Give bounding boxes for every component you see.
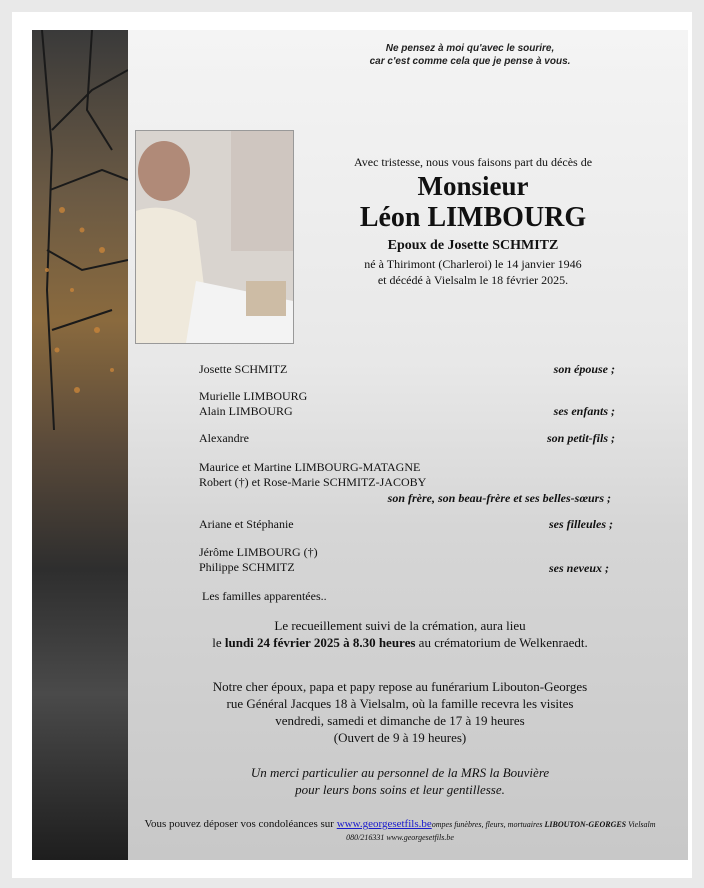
thanks-line: Un merci particulier au personnel de la MRS la Bouvière xyxy=(250,765,550,780)
family-member: Maurice et Martine LIMBOURG-MATAGNE xyxy=(199,460,421,474)
ceremony-suffix: au crématorium de Welkenraedt. xyxy=(415,635,588,650)
family-role: son frère, son beau-frère et ses belles-sœurs ; xyxy=(387,491,611,505)
thanks-line: pour leurs bons soins et leur gentillesse. xyxy=(295,782,505,797)
family-role: son épouse ; xyxy=(553,362,615,376)
tree-branches-graphic xyxy=(32,30,128,860)
ceremony-prefix: le xyxy=(212,635,225,650)
family-member: Josette SCHMITZ xyxy=(199,362,288,376)
family-member: Ariane et Stéphanie xyxy=(199,517,294,531)
family-names xyxy=(199,431,249,446)
honorific-title: Monsieur xyxy=(417,171,529,201)
visits-line: vendredi, samedi et dimanche de 17 à 19 heures xyxy=(275,713,525,728)
birth-line: né à Thirimont (Charleroi) le 14 janvier 1946 xyxy=(364,257,582,271)
autumn-tree-photo xyxy=(32,30,128,860)
family-role: son petit-fils ; xyxy=(547,431,615,445)
footer-contact: Vielsalm 080/216331 www.georgesetfils.be xyxy=(346,820,656,842)
related-families: Les familles apparentées.. xyxy=(202,589,327,603)
ceremony-date: lundi 24 février 2025 à 8.30 heures xyxy=(224,635,416,650)
funeral-home-name: LIBOUTON-GEORGES xyxy=(544,820,627,829)
condolences-link[interactable]: www.georgesetfils.be xyxy=(336,818,432,830)
family-names xyxy=(199,389,307,419)
deceased-name: Léon LIMBOURG xyxy=(359,202,587,233)
thanks-message xyxy=(160,764,640,798)
family-names xyxy=(199,460,426,490)
family-member: Alain LIMBOURG xyxy=(199,404,293,418)
family-member: Alexandre xyxy=(199,431,249,445)
family-role: ses filleules ; xyxy=(549,517,613,531)
family-names xyxy=(199,362,287,377)
family-member: Jérôme LIMBOURG (†) xyxy=(199,545,318,559)
quote-line: Ne pensez à moi qu'avec le sourire, xyxy=(385,43,555,54)
death-line: et décédé à Vielsalm le 18 février 2025. xyxy=(377,273,569,287)
family-role: ses enfants ; xyxy=(553,404,615,418)
visits-line: Notre cher époux, papa et papy repose au funérarium Libouton-Georges xyxy=(212,679,588,694)
footer xyxy=(140,818,660,844)
family-names xyxy=(199,517,294,532)
ceremony-date-line xyxy=(160,634,640,651)
quote xyxy=(330,42,610,68)
family-names xyxy=(199,545,318,575)
announcement-intro: Avec tristesse, nous vous faisons part du décès de xyxy=(353,155,593,169)
visits-info xyxy=(160,678,640,746)
birth-death-info xyxy=(318,256,628,288)
portrait-figure xyxy=(136,131,293,343)
family-role: ses neveux ; xyxy=(549,561,609,575)
quote-line: car c'est comme cela que je pense à vous. xyxy=(369,56,571,67)
ceremony-info xyxy=(160,617,640,651)
portrait-photo xyxy=(135,130,294,344)
family-member: Robert (†) et Rose-Marie SCHMITZ-JACOBY xyxy=(199,475,427,489)
family-member: Philippe SCHMITZ xyxy=(199,560,295,574)
visits-line: rue Général Jacques 18 à Vielsalm, où la famille recevra les visites xyxy=(226,696,574,711)
footer-text: Vous pouvez déposer vos condoléances sur xyxy=(144,818,337,830)
spouse-line: Epoux de Josette SCHMITZ xyxy=(387,238,559,253)
family-member: Murielle LIMBOURG xyxy=(199,389,308,403)
ceremony-line: Le recueillement suivi de la crémation, aura lieu xyxy=(274,618,526,633)
footer-small-text: ompes funèbres, fleurs, mortuaires xyxy=(431,820,545,829)
visits-line: (Ouvert de 9 à 19 heures) xyxy=(333,730,467,745)
